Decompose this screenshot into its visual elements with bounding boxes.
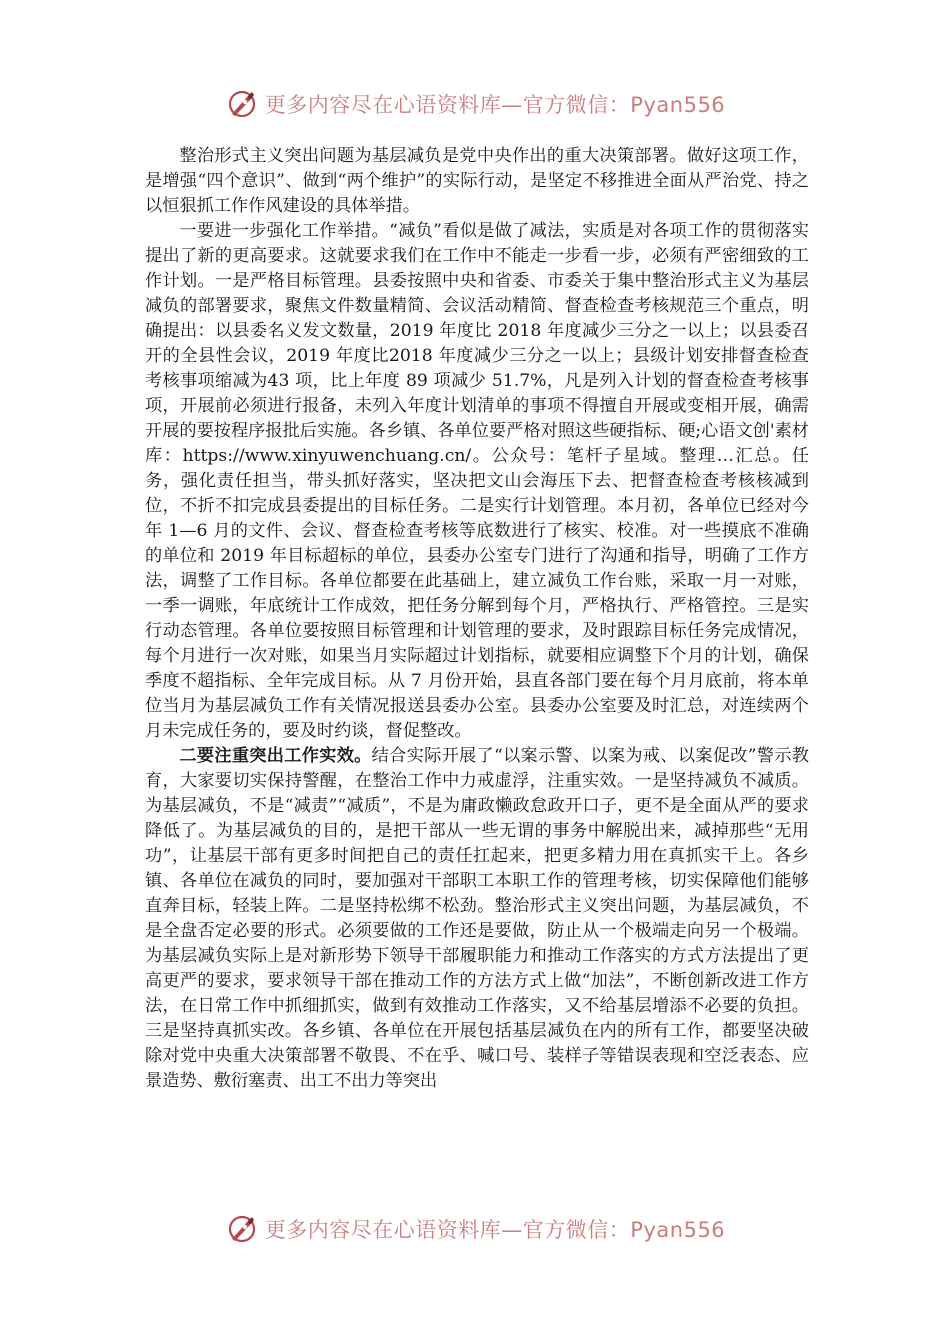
header-banner-text: 更多内容尽在心语资料库—官方微信：Pyan556 xyxy=(264,93,726,117)
paragraph-intro: 整治形式主义突出问题为基层减负是党中央作出的重大决策部署。做好这项工作，是增强“四个意识”、做到“两个维护”的实际行动，是坚定不移推进全面从严治党、持之以恒狠抓工作作风建设的具体举措。 xyxy=(145,146,809,216)
document-body xyxy=(145,144,809,1094)
paragraph-section-one: 一要进一步强化工作举措。“减负”看似是做了减法，实质是对各项工作的贯彻落实提出了新的更高要求。这就要求我们在工作中不能走一步看一步，必须有严密细致的工作计划。一是严格目标管理。县委按照中央和省委、市委关于集中整治形式主义为基层减负的部署要求，聚焦文件数量精简、会议活动精简、督查检查考核规范三个重点，明确提出：以县委名义发文数量，2019 年度比 2018 年度减少三分之一以上；以县委召开的全县性会议，2019 年度比2018 年度减少三分之一以上；县级计划安排督查检查考核事项缩减为43 项，比上年度 89 项减少 51.7%，凡是列入计划的督查检查考核事项，开展前必须进行报备，未列入年度计划清单的事项不得擅自开展或变相开展，确需开展的要按程序报批后实施。各乡镇、各单位要严格对照这些硬指标、硬;心语文创'素材库：https://www.xinyuwenchuang.cn/。公众号：笔杆子星域。整理…汇总。任务，强化责任担当，带头抓好落实，坚决把文山会海压下去、把督查检查考核核减到位，不折不扣完成县委提出的目标任务。二是实行计划管理。本月初，各单位已经对今年 1—6 月的文件、会议、督查检查考核等底数进行了核实、校准。对一些摸底不准确的单位和 2019 年目标超标的单位，县委办公室专门进行了沟通和指导，明确了工作方法，调整了工作目标。各单位都要在此基础上，建立减负工作台账，采取一月一对账，一季一调账，年底统计工作成效，把任务分解到每个月，严格执行、严格管控。三是实行动态管理。各单位要按照目标管理和计划管理的要求，及时跟踪目标任务完成情况，每个月进行一次对账，如果当月实际超过计划指标，就要相应调整下个月的计划，确保季度不超指标、全年完成目标。从 7 月份开始，县直各部门要在每个月月底前，将本单位当月为基层减负工作有关情况报送县委办公室。县委办公室要及时汇总，对连续两个月未完成任务的，要及时约谈，督促整改。 xyxy=(145,221,809,741)
pen-logo-icon xyxy=(225,87,259,121)
footer-banner xyxy=(0,1209,950,1249)
pen-logo-icon xyxy=(225,1212,259,1246)
section-heading: 二要注重突出工作实效。 xyxy=(179,746,372,766)
header-banner xyxy=(0,84,950,124)
footer-banner-text: 更多内容尽在心语资料库—官方微信：Pyan556 xyxy=(264,1218,726,1242)
paragraph-section-two: 二要注重突出工作实效。结合实际开展了“以案示警、以案为戒、以案促改”警示教育，大家要切实保持警醒，在整治工作中力戒虚浮，注重实效。一是坚持减负不减质。为基层减负，不是“减责”“减质”，不是为庸政懒政怠政开口子，更不是全面从严的要求降低了。为基层减负的目的，是把干部从一些无谓的事务中解脱出来，减掉那些“无用功”，让基层干部有更多时间把自己的责任扛起来，把更多精力用在真抓实干上。各乡镇、各单位在减负的同时，要加强对干部职工本职工作的管理考核，切实保障他们能够直奔目标，轻装上阵。二是坚持松绑不松劲。整治形式主义突出问题，为基层减负，不是全盘否定必要的形式。必须要做的工作还是要做，防止从一个极端走向另一个极端。为基层减负实际上是对新形势下领导干部履职能力和推动工作落实的方式方法提出了更高更严的要求，要求领导干部在推动工作的方法方式上做“加法”，不断创新改进工作方法，在日常工作中抓细抓实，做到有效推动工作落实，又不给基层增添不必要的负担。三是坚持真抓实改。各乡镇、各单位在开展包括基层减负在内的所有工作，都要坚决破除对党中央重大决策部署不敬畏、不在乎、喊口号、装样子等错误表现和空泛表态、应景造势、敷衍塞责、出工不出力等突出 xyxy=(145,746,809,1091)
